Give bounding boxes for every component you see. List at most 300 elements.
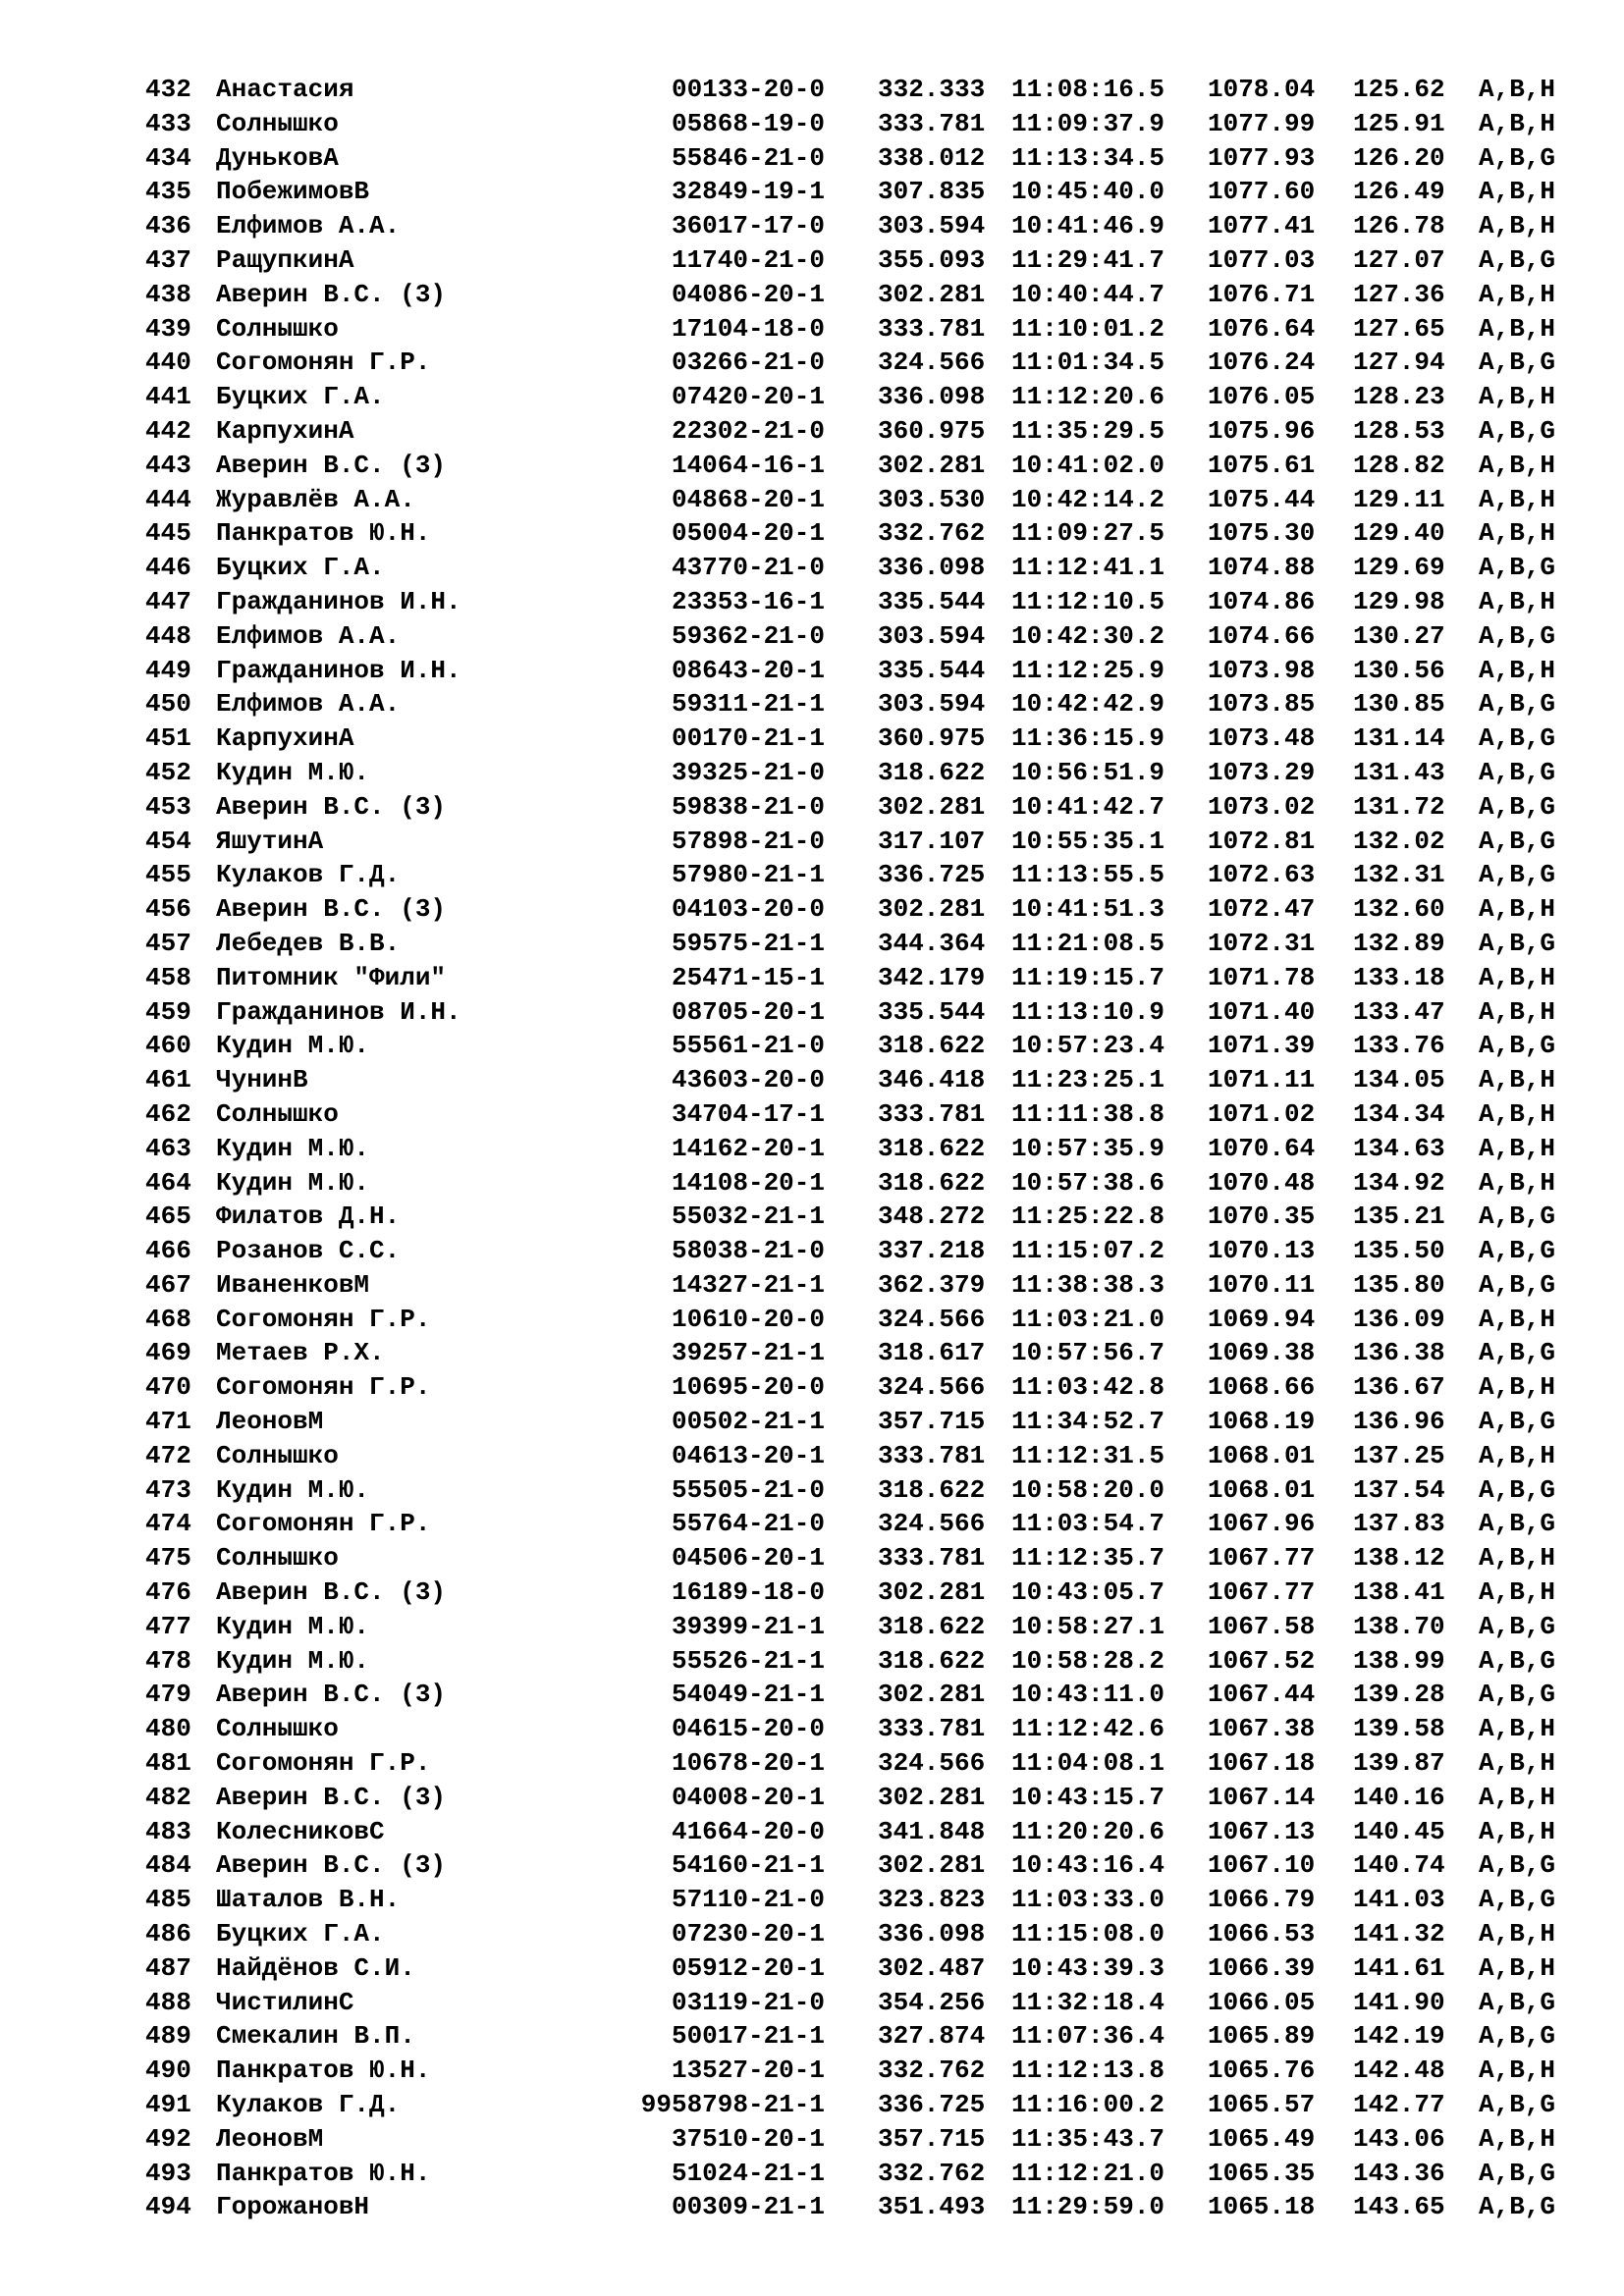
classes: A,B,H (1479, 2056, 1556, 2086)
distance: 355.093 (878, 244, 986, 275)
classes: A,B,H (1479, 1714, 1556, 1744)
owner-name: Кулаков Г.Д. (216, 860, 401, 890)
distance: 332.762 (878, 2056, 986, 2086)
table-row (145, 619, 1577, 654)
arrival-time: 11:15:08.0 (1011, 1919, 1165, 1949)
classes: A,B,G (1479, 2158, 1556, 2188)
points: 126.20 (1353, 142, 1445, 173)
speed: 1067.77 (1208, 1577, 1316, 1608)
place-number: 446 (145, 553, 191, 583)
table-row (145, 1848, 1577, 1883)
distance: 324.566 (878, 1509, 986, 1539)
ring-number: 25471-15-1 (671, 962, 825, 992)
place-number: 463 (145, 1133, 191, 1163)
classes: A,B,G (1479, 791, 1556, 822)
distance: 337.218 (878, 1236, 986, 1266)
distance: 303.530 (878, 484, 986, 514)
table-row (145, 1507, 1577, 1541)
owner-name: ЛеоновМ (216, 2123, 324, 2154)
distance: 303.594 (878, 689, 986, 720)
arrival-time: 11:01:34.5 (1011, 347, 1165, 378)
classes: A,B,G (1479, 2090, 1556, 2120)
owner-name: Солнышко (216, 1098, 339, 1129)
points: 133.76 (1353, 1031, 1445, 1061)
table-row (145, 1200, 1577, 1234)
place-number: 451 (145, 723, 191, 754)
owner-name: Буцких Г.А. (216, 553, 385, 583)
table-row (145, 1986, 1577, 2020)
classes: A,B,G (1479, 1236, 1556, 1266)
place-number: 432 (145, 75, 191, 104)
arrival-time: 10:41:02.0 (1011, 450, 1165, 480)
owner-name: Елфимов А.А. (216, 211, 401, 241)
classes: A,B,G (1479, 553, 1556, 583)
classes: A,B,G (1479, 1885, 1556, 1915)
classes: A,B,H (1479, 177, 1556, 207)
owner-name: ИваненковМ (216, 1269, 370, 1300)
ring-number: 55846-21-0 (671, 142, 825, 173)
speed: 1065.35 (1208, 2158, 1316, 2188)
ring-number: 00309-21-1 (671, 2192, 825, 2222)
ring-number: 58038-21-0 (671, 1236, 825, 1266)
owner-name: Кудин М.Ю. (216, 1645, 370, 1676)
speed: 1065.57 (1208, 2090, 1316, 2120)
arrival-time: 11:21:08.5 (1011, 928, 1165, 958)
speed: 1065.18 (1208, 2192, 1316, 2222)
place-number: 455 (145, 860, 191, 890)
distance: 333.781 (878, 1714, 986, 1744)
classes: A,B,H (1479, 1577, 1556, 1608)
place-number: 477 (145, 1611, 191, 1641)
points: 129.69 (1353, 553, 1445, 583)
arrival-time: 11:36:15.9 (1011, 723, 1165, 754)
distance: 318.622 (878, 1167, 986, 1198)
classes: A,B,G (1479, 1680, 1556, 1710)
classes: A,B,H (1479, 1304, 1556, 1334)
distance: 342.179 (878, 962, 986, 992)
speed: 1067.10 (1208, 1850, 1316, 1881)
speed: 1074.88 (1208, 553, 1316, 583)
ring-number: 07420-20-1 (671, 382, 825, 412)
owner-name: Кудин М.Ю. (216, 1133, 370, 1163)
place-number: 458 (145, 962, 191, 992)
owner-name: Солнышко (216, 1440, 339, 1470)
owner-name: Аверин В.С. (3) (216, 1850, 447, 1881)
speed: 1070.13 (1208, 1236, 1316, 1266)
classes: A,B,H (1479, 1782, 1556, 1812)
table-row (145, 1063, 1577, 1097)
place-number: 456 (145, 894, 191, 925)
arrival-time: 11:35:29.5 (1011, 415, 1165, 446)
table-row (145, 892, 1577, 927)
distance: 341.848 (878, 1816, 986, 1846)
arrival-time: 11:09:27.5 (1011, 518, 1165, 549)
speed: 1067.18 (1208, 1748, 1316, 1779)
place-number: 441 (145, 382, 191, 412)
speed: 1074.66 (1208, 620, 1316, 651)
owner-name: ПобежимовВ (216, 177, 370, 207)
ring-number: 54160-21-1 (671, 1850, 825, 1881)
points: 137.83 (1353, 1509, 1445, 1539)
distance: 344.364 (878, 928, 986, 958)
points: 136.38 (1353, 1338, 1445, 1368)
owner-name: Панкратов Ю.Н. (216, 518, 431, 549)
speed: 1066.53 (1208, 1919, 1316, 1949)
ring-number: 23353-16-1 (671, 586, 825, 616)
owner-name: Кудин М.Ю. (216, 1611, 370, 1641)
table-row (145, 312, 1577, 347)
owner-name: Аверин В.С. (3) (216, 279, 447, 309)
distance: 323.823 (878, 1885, 986, 1915)
ring-number: 37510-20-1 (671, 2123, 825, 2154)
distance: 303.594 (878, 620, 986, 651)
table-row (145, 1951, 1577, 1986)
table-row (145, 278, 1577, 312)
ring-number: 57110-21-0 (671, 1885, 825, 1915)
owner-name: Журавлёв А.А. (216, 484, 415, 514)
points: 130.56 (1353, 655, 1445, 685)
owner-name: Солнышко (216, 108, 339, 138)
points: 130.85 (1353, 689, 1445, 720)
place-number: 476 (145, 1577, 191, 1608)
owner-name: Аверин В.С. (3) (216, 1577, 447, 1608)
place-number: 464 (145, 1167, 191, 1198)
place-number: 438 (145, 279, 191, 309)
ring-number: 16189-18-0 (671, 1577, 825, 1608)
classes: A,B,H (1479, 484, 1556, 514)
owner-name: Солнышко (216, 1714, 339, 1744)
points: 127.36 (1353, 279, 1445, 309)
owner-name: Гражданинов И.Н. (216, 996, 461, 1027)
place-number: 485 (145, 1885, 191, 1915)
speed: 1071.39 (1208, 1031, 1316, 1061)
arrival-time: 11:12:35.7 (1011, 1543, 1165, 1574)
owner-name: Филатов Д.Н. (216, 1201, 401, 1232)
arrival-time: 10:58:28.2 (1011, 1645, 1165, 1676)
points: 133.18 (1353, 962, 1445, 992)
speed: 1067.44 (1208, 1680, 1316, 1710)
place-number: 453 (145, 791, 191, 822)
speed: 1075.61 (1208, 450, 1316, 480)
owner-name: Анастасия (216, 75, 354, 104)
ring-number: 05868-19-0 (671, 108, 825, 138)
arrival-time: 10:42:42.9 (1011, 689, 1165, 720)
owner-name: ЯшутинА (216, 826, 324, 856)
speed: 1072.47 (1208, 894, 1316, 925)
place-number: 488 (145, 1987, 191, 2017)
points: 132.02 (1353, 826, 1445, 856)
place-number: 491 (145, 2090, 191, 2120)
owner-name: Питомник "Фили" (216, 962, 447, 992)
distance: 318.622 (878, 1031, 986, 1061)
classes: A,B,G (1479, 689, 1556, 720)
owner-name: КарпухинА (216, 415, 354, 446)
classes: A,B,G (1479, 1611, 1556, 1641)
place-number: 482 (145, 1782, 191, 1812)
distance: 303.594 (878, 211, 986, 241)
place-number: 450 (145, 689, 191, 720)
arrival-time: 10:41:51.3 (1011, 894, 1165, 925)
speed: 1071.78 (1208, 962, 1316, 992)
table-row (145, 483, 1577, 517)
arrival-time: 10:45:40.0 (1011, 177, 1165, 207)
classes: A,B,H (1479, 655, 1556, 685)
classes: A,B,H (1479, 996, 1556, 1027)
points: 128.23 (1353, 382, 1445, 412)
speed: 1066.39 (1208, 1952, 1316, 1983)
arrival-time: 11:10:01.2 (1011, 313, 1165, 344)
ring-number: 59362-21-0 (671, 620, 825, 651)
speed: 1066.79 (1208, 1885, 1316, 1915)
table-row (145, 1883, 1577, 1917)
distance: 302.281 (878, 791, 986, 822)
arrival-time: 11:13:10.9 (1011, 996, 1165, 1027)
ring-number: 51024-21-1 (671, 2158, 825, 2188)
distance: 335.544 (878, 655, 986, 685)
classes: A,B,G (1479, 1031, 1556, 1061)
speed: 1073.02 (1208, 791, 1316, 822)
place-number: 447 (145, 586, 191, 616)
classes: A,B,H (1479, 1372, 1556, 1403)
arrival-time: 10:43:05.7 (1011, 1577, 1165, 1608)
owner-name: Согомонян Г.Р. (216, 1748, 431, 1779)
points: 138.41 (1353, 1577, 1445, 1608)
ring-number: 55505-21-0 (671, 1474, 825, 1505)
classes: A,B,H (1479, 1098, 1556, 1129)
arrival-time: 11:03:33.0 (1011, 1885, 1165, 1915)
table-row (145, 1234, 1577, 1268)
table-row (145, 2054, 1577, 2088)
owner-name: Елфимов А.А. (216, 620, 401, 651)
place-number: 444 (145, 484, 191, 514)
distance: 333.781 (878, 1098, 986, 1129)
table-row (145, 175, 1577, 209)
classes: A,B,G (1479, 860, 1556, 890)
arrival-time: 10:57:23.4 (1011, 1031, 1165, 1061)
arrival-time: 10:57:56.7 (1011, 1338, 1165, 1368)
place-number: 442 (145, 415, 191, 446)
table-row (145, 2157, 1577, 2191)
points: 137.25 (1353, 1440, 1445, 1470)
points: 140.16 (1353, 1782, 1445, 1812)
arrival-time: 10:41:46.9 (1011, 211, 1165, 241)
distance: 357.715 (878, 1407, 986, 1437)
table-row (145, 1473, 1577, 1508)
classes: A,B,H (1479, 2123, 1556, 2154)
arrival-time: 11:03:42.8 (1011, 1372, 1165, 1403)
points: 135.50 (1353, 1236, 1445, 1266)
speed: 1072.63 (1208, 860, 1316, 890)
speed: 1069.94 (1208, 1304, 1316, 1334)
place-number: 469 (145, 1338, 191, 1368)
owner-name: Аверин В.С. (3) (216, 450, 447, 480)
place-number: 457 (145, 928, 191, 958)
table-row (145, 346, 1577, 380)
arrival-time: 11:07:36.4 (1011, 2021, 1165, 2052)
distance: 332.762 (878, 2158, 986, 2188)
table-row (145, 756, 1577, 790)
table-row (145, 1917, 1577, 1951)
distance: 302.281 (878, 1850, 986, 1881)
place-number: 462 (145, 1098, 191, 1129)
classes: A,B,G (1479, 1509, 1556, 1539)
ring-number: 34704-17-1 (671, 1098, 825, 1129)
distance: 324.566 (878, 1372, 986, 1403)
distance: 335.544 (878, 586, 986, 616)
table-row (145, 790, 1577, 825)
classes: A,B,G (1479, 1338, 1556, 1368)
points: 142.48 (1353, 2056, 1445, 2086)
speed: 1065.76 (1208, 2056, 1316, 2086)
ring-number: 03119-21-0 (671, 1987, 825, 2017)
points: 134.34 (1353, 1098, 1445, 1129)
table-row (145, 2088, 1577, 2122)
classes: A,B,G (1479, 2021, 1556, 2052)
points: 138.12 (1353, 1543, 1445, 1574)
arrival-time: 10:58:27.1 (1011, 1611, 1165, 1641)
distance: 360.975 (878, 415, 986, 446)
owner-name: КолесниковС (216, 1816, 385, 1846)
arrival-time: 10:55:35.1 (1011, 826, 1165, 856)
points: 125.62 (1353, 75, 1445, 104)
owner-name: Аверин В.С. (3) (216, 791, 447, 822)
points: 129.11 (1353, 484, 1445, 514)
points: 126.49 (1353, 177, 1445, 207)
classes: A,B,G (1479, 347, 1556, 378)
table-row (145, 1405, 1577, 1439)
ring-number: 04506-20-1 (671, 1543, 825, 1574)
distance: 324.566 (878, 1748, 986, 1779)
distance: 318.622 (878, 1611, 986, 1641)
arrival-time: 11:12:10.5 (1011, 586, 1165, 616)
arrival-time: 11:19:15.7 (1011, 962, 1165, 992)
owner-name: Буцких Г.А. (216, 1919, 385, 1949)
points: 134.92 (1353, 1167, 1445, 1198)
ring-number: 04868-20-1 (671, 484, 825, 514)
place-number: 433 (145, 108, 191, 138)
place-number: 480 (145, 1714, 191, 1744)
owner-name: Аверин В.С. (3) (216, 894, 447, 925)
points: 141.32 (1353, 1919, 1445, 1949)
classes: A,B,H (1479, 450, 1556, 480)
place-number: 486 (145, 1919, 191, 1949)
speed: 1065.49 (1208, 2123, 1316, 2154)
distance: 302.281 (878, 894, 986, 925)
arrival-time: 11:38:38.3 (1011, 1269, 1165, 1300)
speed: 1067.13 (1208, 1816, 1316, 1846)
place-number: 460 (145, 1031, 191, 1061)
ring-number: 39399-21-1 (671, 1611, 825, 1641)
place-number: 452 (145, 757, 191, 787)
place-number: 461 (145, 1065, 191, 1095)
speed: 1067.38 (1208, 1714, 1316, 1744)
classes: A,B,H (1479, 518, 1556, 549)
points: 136.67 (1353, 1372, 1445, 1403)
place-number: 474 (145, 1509, 191, 1539)
distance: 307.835 (878, 177, 986, 207)
speed: 1067.58 (1208, 1611, 1316, 1641)
table-row (145, 858, 1577, 892)
table-row (145, 380, 1577, 414)
table-row (145, 243, 1577, 278)
arrival-time: 10:57:35.9 (1011, 1133, 1165, 1163)
place-number: 465 (145, 1201, 191, 1232)
table-row (145, 1029, 1577, 1063)
place-number: 490 (145, 2056, 191, 2086)
results-table (145, 73, 1577, 2224)
speed: 1076.64 (1208, 313, 1316, 344)
ring-number: 55526-21-1 (671, 1645, 825, 1676)
place-number: 478 (145, 1645, 191, 1676)
classes: A,B,G (1479, 1850, 1556, 1881)
place-number: 471 (145, 1407, 191, 1437)
table-row (145, 1370, 1577, 1405)
points: 139.28 (1353, 1680, 1445, 1710)
arrival-time: 10:42:30.2 (1011, 620, 1165, 651)
points: 139.58 (1353, 1714, 1445, 1744)
place-number: 467 (145, 1269, 191, 1300)
classes: A,B,G (1479, 1987, 1556, 2017)
place-number: 479 (145, 1680, 191, 1710)
ring-number: 08643-20-1 (671, 655, 825, 685)
table-row (145, 1303, 1577, 1337)
classes: A,B,G (1479, 1201, 1556, 1232)
speed: 1068.19 (1208, 1407, 1316, 1437)
owner-name: Буцких Г.А. (216, 382, 385, 412)
table-row (145, 2019, 1577, 2054)
ring-number: 59311-21-1 (671, 689, 825, 720)
distance: 348.272 (878, 1201, 986, 1232)
distance: 333.781 (878, 1440, 986, 1470)
points: 141.03 (1353, 1885, 1445, 1915)
points: 140.74 (1353, 1850, 1445, 1881)
ring-number: 59838-21-0 (671, 791, 825, 822)
table-row (145, 141, 1577, 176)
table-row (145, 551, 1577, 585)
ring-number: 36017-17-0 (671, 211, 825, 241)
arrival-time: 11:03:21.0 (1011, 1304, 1165, 1334)
ring-number: 10678-20-1 (671, 1748, 825, 1779)
owner-name: Смекалин В.П. (216, 2021, 415, 2052)
arrival-time: 11:12:21.0 (1011, 2158, 1165, 2188)
ring-number: 14108-20-1 (671, 1167, 825, 1198)
arrival-time: 11:12:31.5 (1011, 1440, 1165, 1470)
arrival-time: 10:43:39.3 (1011, 1952, 1165, 1983)
distance: 302.281 (878, 1782, 986, 1812)
arrival-time: 11:12:13.8 (1011, 2056, 1165, 2086)
arrival-time: 11:04:08.1 (1011, 1748, 1165, 1779)
table-row (145, 2190, 1577, 2224)
classes: A,B,H (1479, 1748, 1556, 1779)
owner-name: Елфимов А.А. (216, 689, 401, 720)
arrival-time: 11:34:52.7 (1011, 1407, 1165, 1437)
points: 130.27 (1353, 620, 1445, 651)
owner-name: Согомонян Г.Р. (216, 1372, 431, 1403)
ring-number: 00133-20-0 (671, 75, 825, 104)
ring-number: 22302-21-0 (671, 415, 825, 446)
arrival-time: 11:29:41.7 (1011, 244, 1165, 275)
place-number: 472 (145, 1440, 191, 1470)
owner-name: Согомонян Г.Р. (216, 1304, 431, 1334)
distance: 324.566 (878, 1304, 986, 1334)
classes: A,B,H (1479, 1133, 1556, 1163)
place-number: 443 (145, 450, 191, 480)
ring-number: 00502-21-1 (671, 1407, 825, 1437)
classes: A,B,H (1479, 313, 1556, 344)
arrival-time: 11:08:16.5 (1011, 75, 1165, 104)
place-number: 439 (145, 313, 191, 344)
ring-number: 17104-18-0 (671, 313, 825, 344)
